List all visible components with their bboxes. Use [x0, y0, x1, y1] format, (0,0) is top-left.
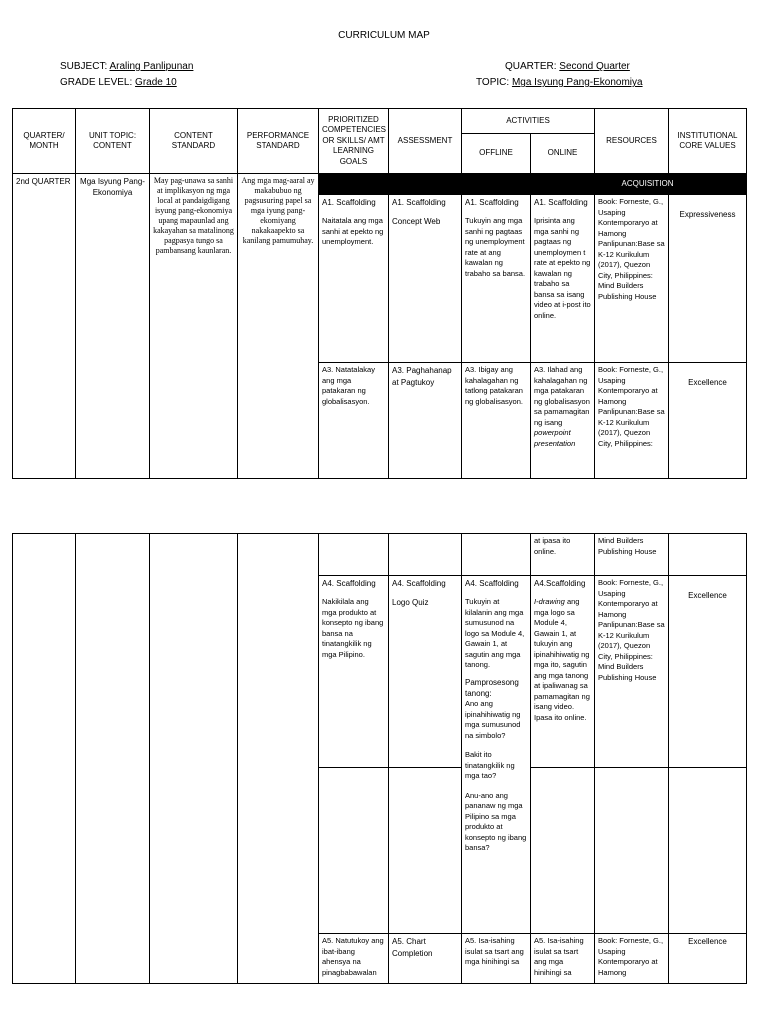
header-quarter: QUARTER/ MONTH	[13, 109, 76, 174]
a3-core-value-text: Excellence	[688, 378, 727, 387]
topic-value: Mga Isyung Pang-Ekonomiya	[511, 77, 643, 88]
a3-competency-text: Natatalakay ang mga patakaran ng globalisasyon.	[322, 365, 375, 406]
a5-online-heading: A5.	[534, 936, 546, 945]
a4-competency	[319, 576, 389, 768]
a4-assessment-extension	[389, 768, 462, 934]
a1-online-heading: A1. Scaffolding	[534, 198, 588, 207]
a5-assessment	[389, 934, 462, 984]
quarter-cell-continued	[13, 534, 76, 984]
content-standard-continued	[150, 534, 238, 984]
a4-offline-text: Tukuyin at kilalanin ang mga sumusunod na logo sa Module 4, Gawain 1, at sagutin ang mga tanong.	[465, 597, 525, 670]
a5-competency-heading: A5.	[322, 936, 334, 945]
header-performance-standard: PERFORMANCE STANDARD	[238, 109, 319, 174]
quarter-label: QUARTER:	[505, 61, 557, 72]
a4-offline-heading: A4. Scaffolding	[465, 579, 519, 588]
a1-offline-heading: A1. Scaffolding	[465, 198, 519, 207]
a4-offline-question-1: Ano ang ipinahihiwatig ng mga sumusunod na simbolo?	[465, 699, 521, 740]
curriculum-table-2	[12, 533, 747, 984]
a4-assessment-heading: A4. Scaffolding	[392, 579, 446, 588]
a5-assessment-text: A5. Chart Completion	[392, 937, 433, 958]
a5-online-text: Isa-isahing isulat sa tsart ang mga hinihingi sa	[534, 936, 584, 977]
performance-standard-cell: Ang mga mag-aaral ay makabubuo ng pagsusuring papel sa mga iyung pang-ekomiyang nakakaapekto sa kanilang pamumuhay.	[238, 174, 319, 479]
a4-online-italic: I-drawing	[534, 597, 565, 607]
header-resources: RESOURCES	[595, 109, 669, 174]
a1-online	[531, 195, 595, 363]
a1-core-value-text: Expressiveness	[679, 210, 736, 219]
a5-offline-text: Isa-isahing isulat sa tsart ang mga hinihingi sa	[465, 936, 524, 966]
cont-offline	[462, 534, 531, 576]
subject-value: Araling Panlipunan	[109, 61, 194, 72]
header-offline: OFFLINE	[462, 134, 531, 174]
a4-core-value-extension	[669, 768, 747, 934]
a4-resources	[595, 576, 669, 768]
grade-value: Grade 10	[135, 77, 177, 88]
a3-online	[531, 363, 595, 479]
grade-line	[60, 77, 177, 88]
a3-online-italic: powerpoint presentation	[534, 428, 576, 448]
a5-resources	[595, 934, 669, 984]
a4-core-value-text: Excellence	[688, 591, 727, 600]
a5-online	[531, 934, 595, 984]
a4-resources-text: Book: Forneste, G., Usaping Kontemporaryo at Hamong Panlipunan:Base sa K-12 Kurikulum (2017), Quezon City, Philippines: Mind Builders Publishing House	[598, 578, 665, 682]
a4-online-text: ang mga logo sa Module 4, Gawain 1, at tukuyin ang ipinahihiwatig ng mga ito, sagutin ang mga tanong at ipaliwanag sa pamamagitan ng isang video. Ipasa ito online.	[534, 597, 590, 722]
cont-assessment	[389, 534, 462, 576]
a1-online-text: Iprisinta ang mga sanhi ng pagtaas ng unemploymen t rate at epekto ng kawalan ng trabaho sa bansa sa isang video at i-post ito online.	[534, 216, 591, 320]
topic-line	[476, 77, 643, 88]
cont-competency	[319, 534, 389, 576]
a4-competency-heading: A4. Scaffolding	[322, 579, 376, 588]
a3-offline-text: Ibigay ang kahalagahan ng tatlong patakaran ng globalisasyon.	[465, 365, 523, 406]
cont-online	[531, 534, 595, 576]
acquisition-label: ACQUISITION	[621, 179, 674, 189]
a5-competency-text: Natutukoy ang ibat-ibang ahensya na pinagbabawalan	[322, 936, 384, 977]
a4-online-extension	[531, 768, 595, 934]
a3-competency-heading: A3.	[322, 365, 334, 374]
cont-core-value	[669, 534, 747, 576]
a1-core-value	[669, 195, 747, 363]
a4-core-value	[669, 576, 747, 768]
a1-competency-heading: A1. Scaffolding	[322, 198, 376, 207]
a3-resources-text: Book: Forneste, G., Usaping Kontemporaryo at Hamong Panlipunan:Base sa K-12 Kurikulum (2017), Quezon City, Philippines:	[598, 365, 665, 448]
subject-label: SUBJECT:	[60, 61, 108, 72]
a4-competency-extension	[319, 768, 389, 934]
a1-assessment-text: Concept Web	[392, 217, 441, 227]
a4-offline-question-3: Anu-ano ang pananaw ng mga Pilipino sa mga produkto at konsepto ng ibang bansa?	[465, 790, 527, 853]
page-title: CURRICULUM MAP	[338, 30, 430, 41]
a3-assessment-text: A3. Paghahanap at Pagtukoy	[392, 366, 452, 387]
quarter-cell: 2nd QUARTER	[13, 174, 76, 479]
a4-resources-extension	[595, 768, 669, 934]
curriculum-table-1	[12, 108, 747, 479]
acquisition-band	[319, 174, 747, 195]
performance-standard-continued	[238, 534, 319, 984]
cont-resources	[595, 534, 669, 576]
header-competencies: PRIORITIZED COMPETENCIES OR SKILLS/ AMT LEARNING GOALS	[319, 109, 389, 174]
a3-offline	[462, 363, 531, 479]
header-activities: ACTIVITIES	[462, 109, 595, 134]
a1-offline	[462, 195, 531, 363]
unit-cell-continued	[76, 534, 150, 984]
a1-competency	[319, 195, 389, 363]
unit-cell: Mga Isyung Pang-Ekonomiya	[76, 174, 150, 479]
a1-resources	[595, 195, 669, 363]
a3-online-text: Ilahad ang kahalagahan ng mga patakaran ng globalisasyon sa pamamagitan ng isang	[534, 365, 590, 427]
a3-resources	[595, 363, 669, 479]
a1-offline-text: Tukuyin ang mga sanhi ng pagtaas ng unemployment rate at ang kawalan ng trabaho sa bansa.	[465, 216, 526, 278]
a5-competency	[319, 934, 389, 984]
a3-assessment	[389, 363, 462, 479]
a3-online-heading: A3.	[534, 365, 546, 374]
a3-core-value	[669, 363, 747, 479]
a4-offline-question-2: Bakit ito tinatangkilik ng mga tao?	[465, 750, 515, 781]
a3-offline-heading: A3.	[465, 365, 477, 374]
a1-competency-text: Naitatala ang mga sanhi at epekto ng unemployment.	[322, 216, 384, 247]
a4-assessment	[389, 576, 462, 768]
header-unit: UNIT TOPIC: CONTENT	[76, 109, 150, 174]
a5-offline-heading: A5.	[465, 936, 477, 945]
a4-online	[531, 576, 595, 768]
a5-resources-text: Book: Forneste, G., Usaping Kontemporaryo at Hamong	[598, 936, 664, 977]
a5-offline	[462, 934, 531, 984]
cont-resources-text: Mind Builders Publishing House	[598, 536, 657, 556]
topic-label: TOPIC:	[476, 77, 510, 88]
header-content-standard: CONTENT STANDARD	[150, 109, 238, 174]
a4-competency-text: Nakikilala ang mga produkto at konsepto ng ibang bansa na tinatangkilik ng mga Pilipino.	[322, 597, 384, 659]
quarter-value: Second Quarter	[559, 61, 630, 72]
subject-line	[60, 61, 193, 72]
content-standard-cell: May pag-unawa sa sanhi at implikasyon ng mga local at pandaigdigang isyung pang-ekonomiya upang mapaunlad ang kakayahan sa matalinong pagpasya tungo sa pambansang kaunlaran.	[150, 174, 238, 479]
a4-assessment-text: Logo Quiz	[392, 598, 429, 608]
a4-offline	[462, 576, 531, 934]
quarter-line	[505, 61, 630, 72]
a4-online-heading: A4.Scaffolding	[534, 579, 586, 588]
a1-resources-text: Book: Forneste, G., Usaping Kontemporaryo at Hamong Panlipunan:Base sa K-12 Kurikulum (2017), Quezon City, Philippines: Mind Builders Publishing House	[598, 197, 665, 301]
cont-online-text: at ipasa ito online.	[534, 536, 571, 556]
a1-assessment-heading: A1. Scaffolding	[392, 198, 446, 207]
header-assessment: ASSESSMENT	[389, 109, 462, 174]
a3-competency	[319, 363, 389, 479]
a5-core-value-text: Excellence	[688, 937, 727, 946]
a1-assessment	[389, 195, 462, 363]
a4-offline-question-heading: Pamprosesong tanong:	[465, 677, 519, 698]
a5-core-value	[669, 934, 747, 984]
header-core-values: INSTITUTIONAL CORE VALUES	[669, 109, 747, 174]
header-online: ONLINE	[531, 134, 595, 174]
grade-label: GRADE LEVEL:	[60, 77, 133, 88]
